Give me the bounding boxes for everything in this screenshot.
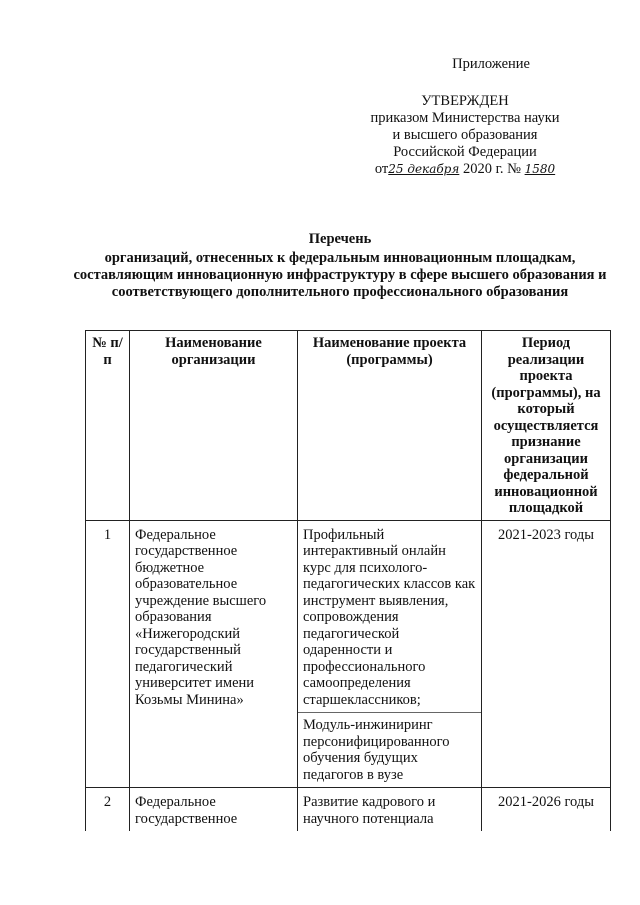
row-number: 1 — [86, 520, 130, 788]
table-header-row — [86, 331, 611, 521]
approval-line-3: Российской Федерации — [393, 144, 537, 160]
header-project: Наименование проекта (программы) — [298, 331, 482, 521]
approval-line-2: и высшего образования — [392, 127, 538, 143]
organization-name: Федеральное государственное бюджетное образовательное учреждение высшего образования «Нижегородский государственный педагогический университет имени Козьмы Минина» — [130, 520, 298, 788]
project-cell — [298, 520, 482, 788]
header-number: № п/п — [86, 331, 130, 521]
handwritten-order-number: 1580 — [524, 162, 556, 176]
table-row — [86, 788, 611, 832]
project-cell — [298, 788, 482, 832]
row-number: 2 — [86, 788, 130, 832]
organizations-table — [85, 330, 611, 831]
document-title — [60, 231, 620, 301]
order-date-line — [350, 161, 580, 178]
header-period: Период реализации проекта (программы), на который осуществляется признание организации федеральной инновационной площадкой — [482, 331, 611, 521]
project-name: Профильный интерактивный онлайн курс для психолого-педагогических классов как инструмент выявления, сопровождения педагогической одаренности и профессионального самоопределения старшеклассников; — [303, 526, 476, 708]
project-name: Развитие кадрового и научного потенциала — [303, 794, 436, 827]
date-year: 2020 г. № — [462, 161, 521, 177]
date-prefix: от — [374, 161, 389, 177]
project-name: Модуль-инжиниринг персонифицированного обучения будущих педагогов в вузе — [298, 712, 481, 787]
title-heading: Перечень — [308, 231, 372, 247]
table-row — [86, 520, 611, 788]
appendix-label: Приложение — [452, 56, 530, 72]
organization-name: Федеральное государственное — [130, 788, 298, 832]
title-body: организаций, отнесенных к федеральным инновационным площадкам, составляющим инновационную инфраструктуру в сфере высшего образования и соответствующего дополнительного профессионального образования — [73, 250, 607, 300]
period: 2021-2026 годы — [482, 788, 611, 832]
approval-block — [350, 56, 580, 178]
period: 2021-2023 годы — [482, 520, 611, 788]
approval-line-1: приказом Министерства науки — [370, 110, 560, 126]
approved-label: УТВЕРЖДЕН — [421, 93, 509, 109]
header-organization: Наименование организации — [130, 331, 298, 521]
handwritten-date: 25 декабря — [388, 162, 460, 176]
